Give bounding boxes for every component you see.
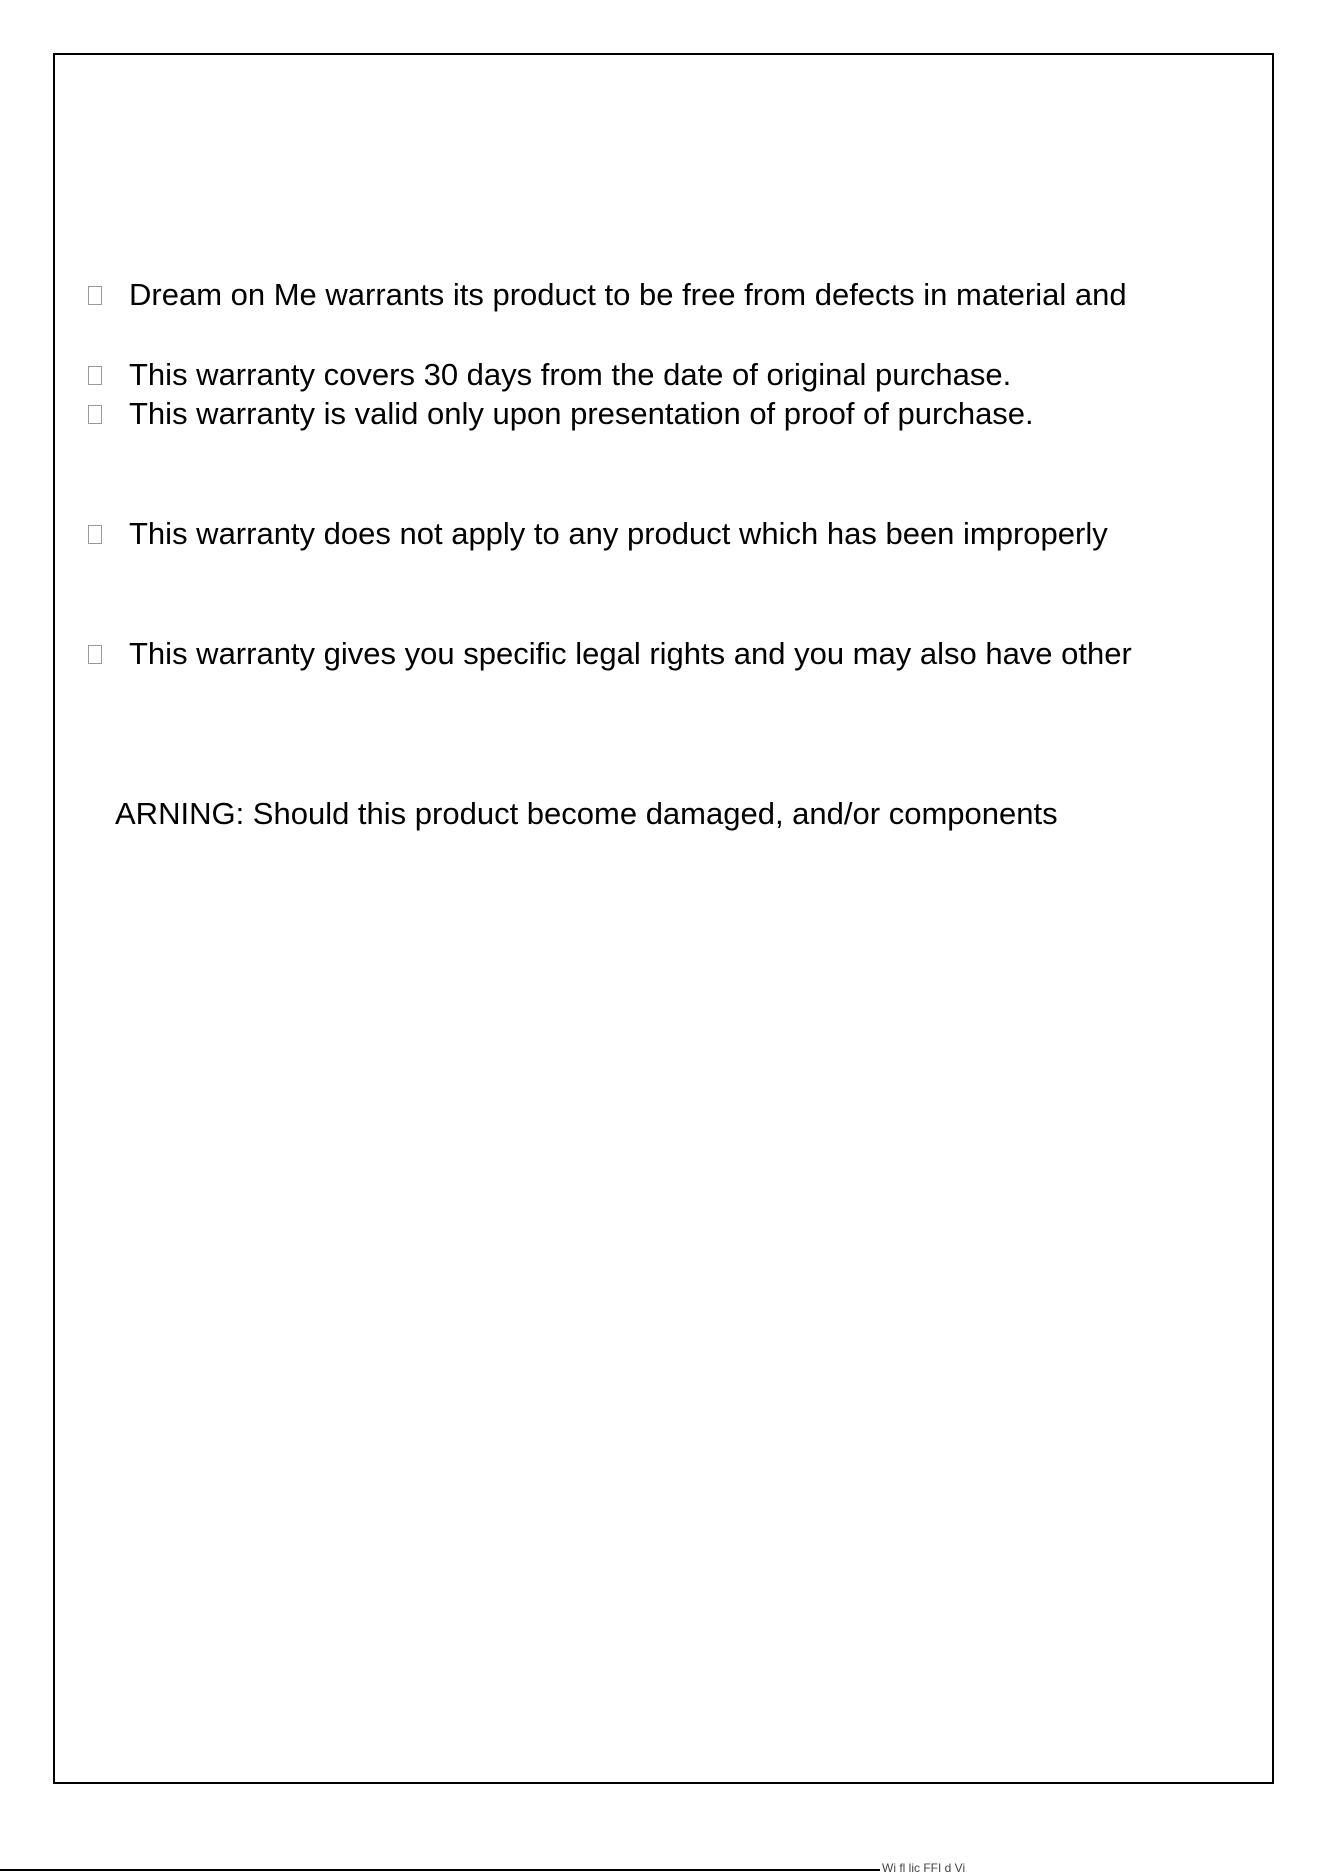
checkbox-bullet-icon: [88, 405, 102, 424]
checkbox-bullet-icon: [88, 525, 102, 544]
checkbox-bullet-icon: [88, 286, 102, 305]
list-item: [88, 277, 1127, 313]
list-item-text: Dream on Me warrants its product to be free from defects in material and: [129, 277, 1127, 312]
list-item: [88, 636, 1132, 672]
list-item-text: This warranty covers 30 days from the date of original purchase.: [129, 357, 1012, 392]
list-item: [88, 516, 1108, 552]
list-item: [88, 357, 1011, 393]
list-item-text: This warranty is valid only upon presentation of proof of purchase.: [129, 396, 1034, 431]
list-item-text: This warranty does not apply to any product which has been improperly: [129, 516, 1108, 551]
list-item: [88, 396, 1034, 432]
list-item-text: This warranty gives you specific legal rights and you may also have other: [129, 636, 1132, 671]
checkbox-bullet-icon: [88, 366, 102, 385]
checkbox-bullet-icon: [88, 645, 102, 664]
bottom-divider: [0, 1869, 880, 1871]
footer-text-fragment: Wi fl lic FFI d Vi: [882, 1862, 966, 1872]
warning-text: ARNING: Should this product become damaged, and/or components: [115, 796, 1058, 831]
